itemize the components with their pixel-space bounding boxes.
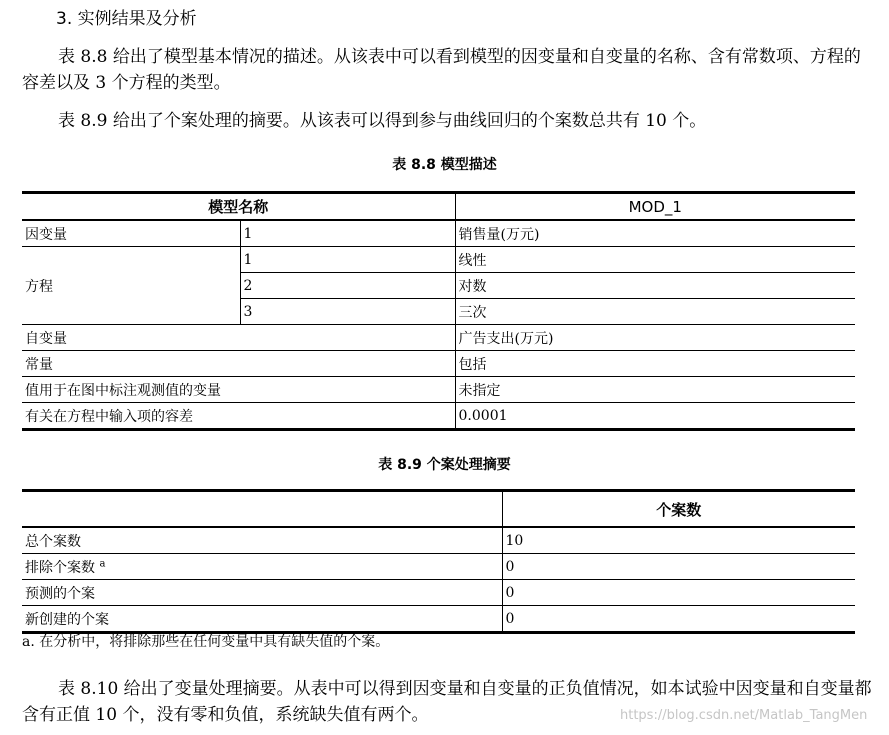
- header-model-name: 模型名称: [22, 193, 455, 221]
- row-label: 因变量: [22, 220, 240, 247]
- table-row: [22, 351, 855, 377]
- row-value: 线性: [455, 247, 855, 273]
- row-value: 0: [502, 554, 855, 580]
- table-row: [22, 580, 855, 606]
- header-mod1: MOD_1: [455, 193, 855, 221]
- row-value: 0.0001: [455, 403, 855, 430]
- header-case-count: 个案数: [502, 491, 855, 528]
- row-label: 常量: [22, 351, 455, 377]
- paragraph-3: 表 8.10 给出了变量处理摘要。从表中可以得到因变量和自变量的正负值情况，如本试验中因变量和自变量都含有正值 10 个，没有零和负值，系统缺失值有两个。: [22, 679, 872, 725]
- table-row: [22, 606, 855, 633]
- table-header-row: [22, 193, 855, 221]
- table-header-row: [22, 491, 855, 528]
- table-row: [22, 377, 855, 403]
- row-label: 方程: [22, 247, 240, 325]
- case-processing-table: [22, 489, 855, 634]
- watermark: https://blog.csdn.net/Matlab_TangMen: [620, 708, 868, 723]
- table-row: [22, 247, 855, 273]
- row-label: 总个案数: [22, 527, 502, 554]
- section-title: 3. 实例结果及分析: [56, 9, 197, 29]
- row-value: 未指定: [455, 377, 855, 403]
- table-row: [22, 403, 855, 430]
- row-value: 包括: [455, 351, 855, 377]
- row-value: 10: [502, 527, 855, 554]
- table-row: [22, 554, 855, 580]
- row-num: 3: [240, 299, 455, 325]
- row-value: 0: [502, 606, 855, 633]
- row-label: 有关在方程中输入项的容差: [22, 403, 455, 430]
- table-8-8-caption: 表 8.8 模型描述: [392, 157, 497, 173]
- header-empty: [22, 491, 502, 528]
- table-row: [22, 325, 855, 351]
- paragraph-1: 表 8.8 给出了模型基本情况的描述。从该表中可以看到模型的因变量和自变量的名称、含有常数项、方程的容差以及 3 个方程的类型。: [22, 47, 861, 93]
- table-8-9-caption: 表 8.9 个案处理摘要: [378, 457, 511, 473]
- row-value: 0: [502, 580, 855, 606]
- row-num: 1: [240, 220, 455, 247]
- footnote-marker: a: [99, 557, 106, 569]
- row-value: 广告支出(万元): [455, 325, 855, 351]
- row-label: 自变量: [22, 325, 455, 351]
- row-label: 新创建的个案: [22, 606, 502, 633]
- row-label: 预测的个案: [22, 580, 502, 606]
- paragraph-2: 表 8.9 给出了个案处理的摘要。从该表可以得到参与曲线回归的个案数总共有 10 个。: [58, 111, 707, 131]
- table-row: [22, 527, 855, 554]
- row-label: 值用于在图中标注观测值的变量: [22, 377, 455, 403]
- row-label: 排除个案数 $^a$: [22, 554, 502, 580]
- table-footnote: a. 在分析中，将排除那些在任何变量中具有缺失值的个案。: [22, 634, 390, 650]
- row-value: 三次: [455, 299, 855, 325]
- row-value: 对数: [455, 273, 855, 299]
- row-num: 1: [240, 247, 455, 273]
- model-description-table: [22, 191, 855, 431]
- table-row: [22, 220, 855, 247]
- row-value: 销售量(万元): [455, 220, 855, 247]
- row-num: 2: [240, 273, 455, 299]
